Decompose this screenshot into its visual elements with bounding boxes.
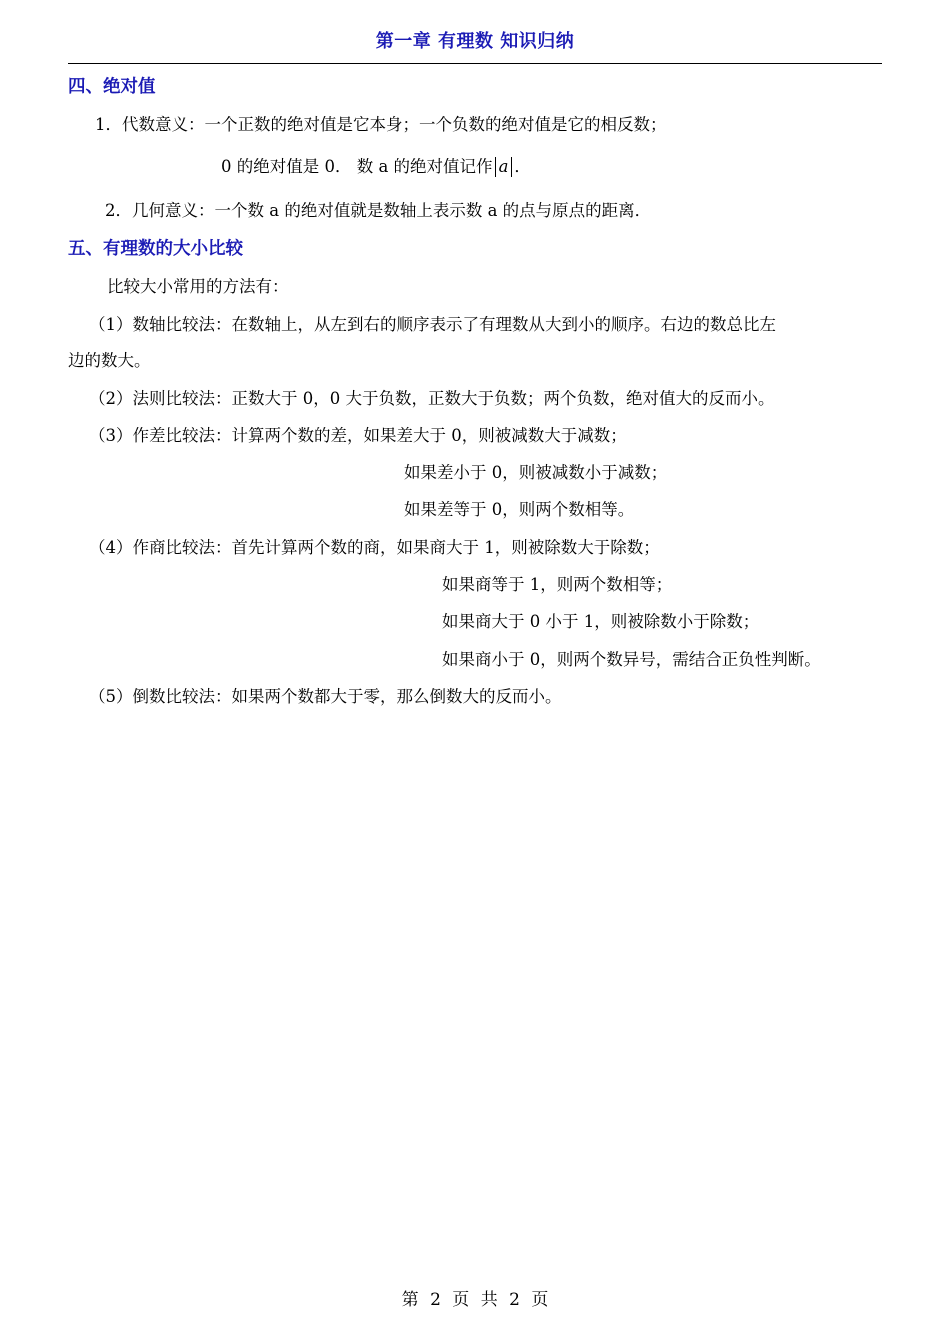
algebraic-meaning-text: 1．代数意义：一个正数的绝对值是它本身；一个负数的绝对值是它的相反数； [95, 115, 667, 134]
header-divider [68, 63, 882, 64]
method1-line1: （1）数轴比较法：在数轴上，从左到右的顺序表示了有理数从大到小的顺序。右边的数总比左 [89, 315, 776, 334]
section-heading-comparison: 五、有理数的大小比较 [68, 239, 243, 259]
method4-line1: （4）作商比较法：首先计算两个数的商，如果商大于 1，则被除数大于除数； [89, 538, 660, 557]
page-number: 第 2 页 共 2 页 [401, 1290, 549, 1310]
absolute-value-notation-line [221, 156, 531, 178]
geometric-meaning-text: 2．几何意义：一个数 a 的绝对值就是数轴上表示数 a 的点与原点的距离． [105, 201, 652, 220]
section-heading-absolute-value: 四、绝对值 [68, 77, 156, 97]
method4-line3: 如果商大于 0 小于 1，则被除数小于除数； [442, 612, 760, 631]
method3-line3: 如果差等于 0，则两个数相等。 [404, 500, 635, 519]
method3-line2: 如果差小于 0，则被减数小于减数； [404, 463, 668, 482]
method4-line4: 如果商小于 0，则两个数异号，需结合正负性判断。 [442, 650, 821, 669]
method2-text: （2）法则比较法：正数大于 0，0 大于负数，正数大于负数；两个负数，绝对值大的反而小。 [89, 389, 775, 408]
document-title: 第一章 有理数 知识归纳 [375, 31, 575, 52]
abs-period: ． [514, 157, 531, 176]
method1-line2: 边的数大。 [68, 351, 151, 370]
method4-line2: 如果商等于 1，则两个数相等； [442, 575, 673, 594]
method5-text: （5）倒数比较法：如果两个数都大于零，那么倒数大的反而小。 [89, 687, 562, 706]
zero-abs-text: 0 的绝对值是 0． 数 a 的绝对值记作 [221, 157, 493, 176]
methods-intro: 比较大小常用的方法有： [107, 277, 289, 296]
abs-symbol: a [495, 157, 513, 177]
method3-line1: （3）作差比较法：计算两个数的差，如果差大于 0，则被减数大于减数； [89, 426, 627, 445]
